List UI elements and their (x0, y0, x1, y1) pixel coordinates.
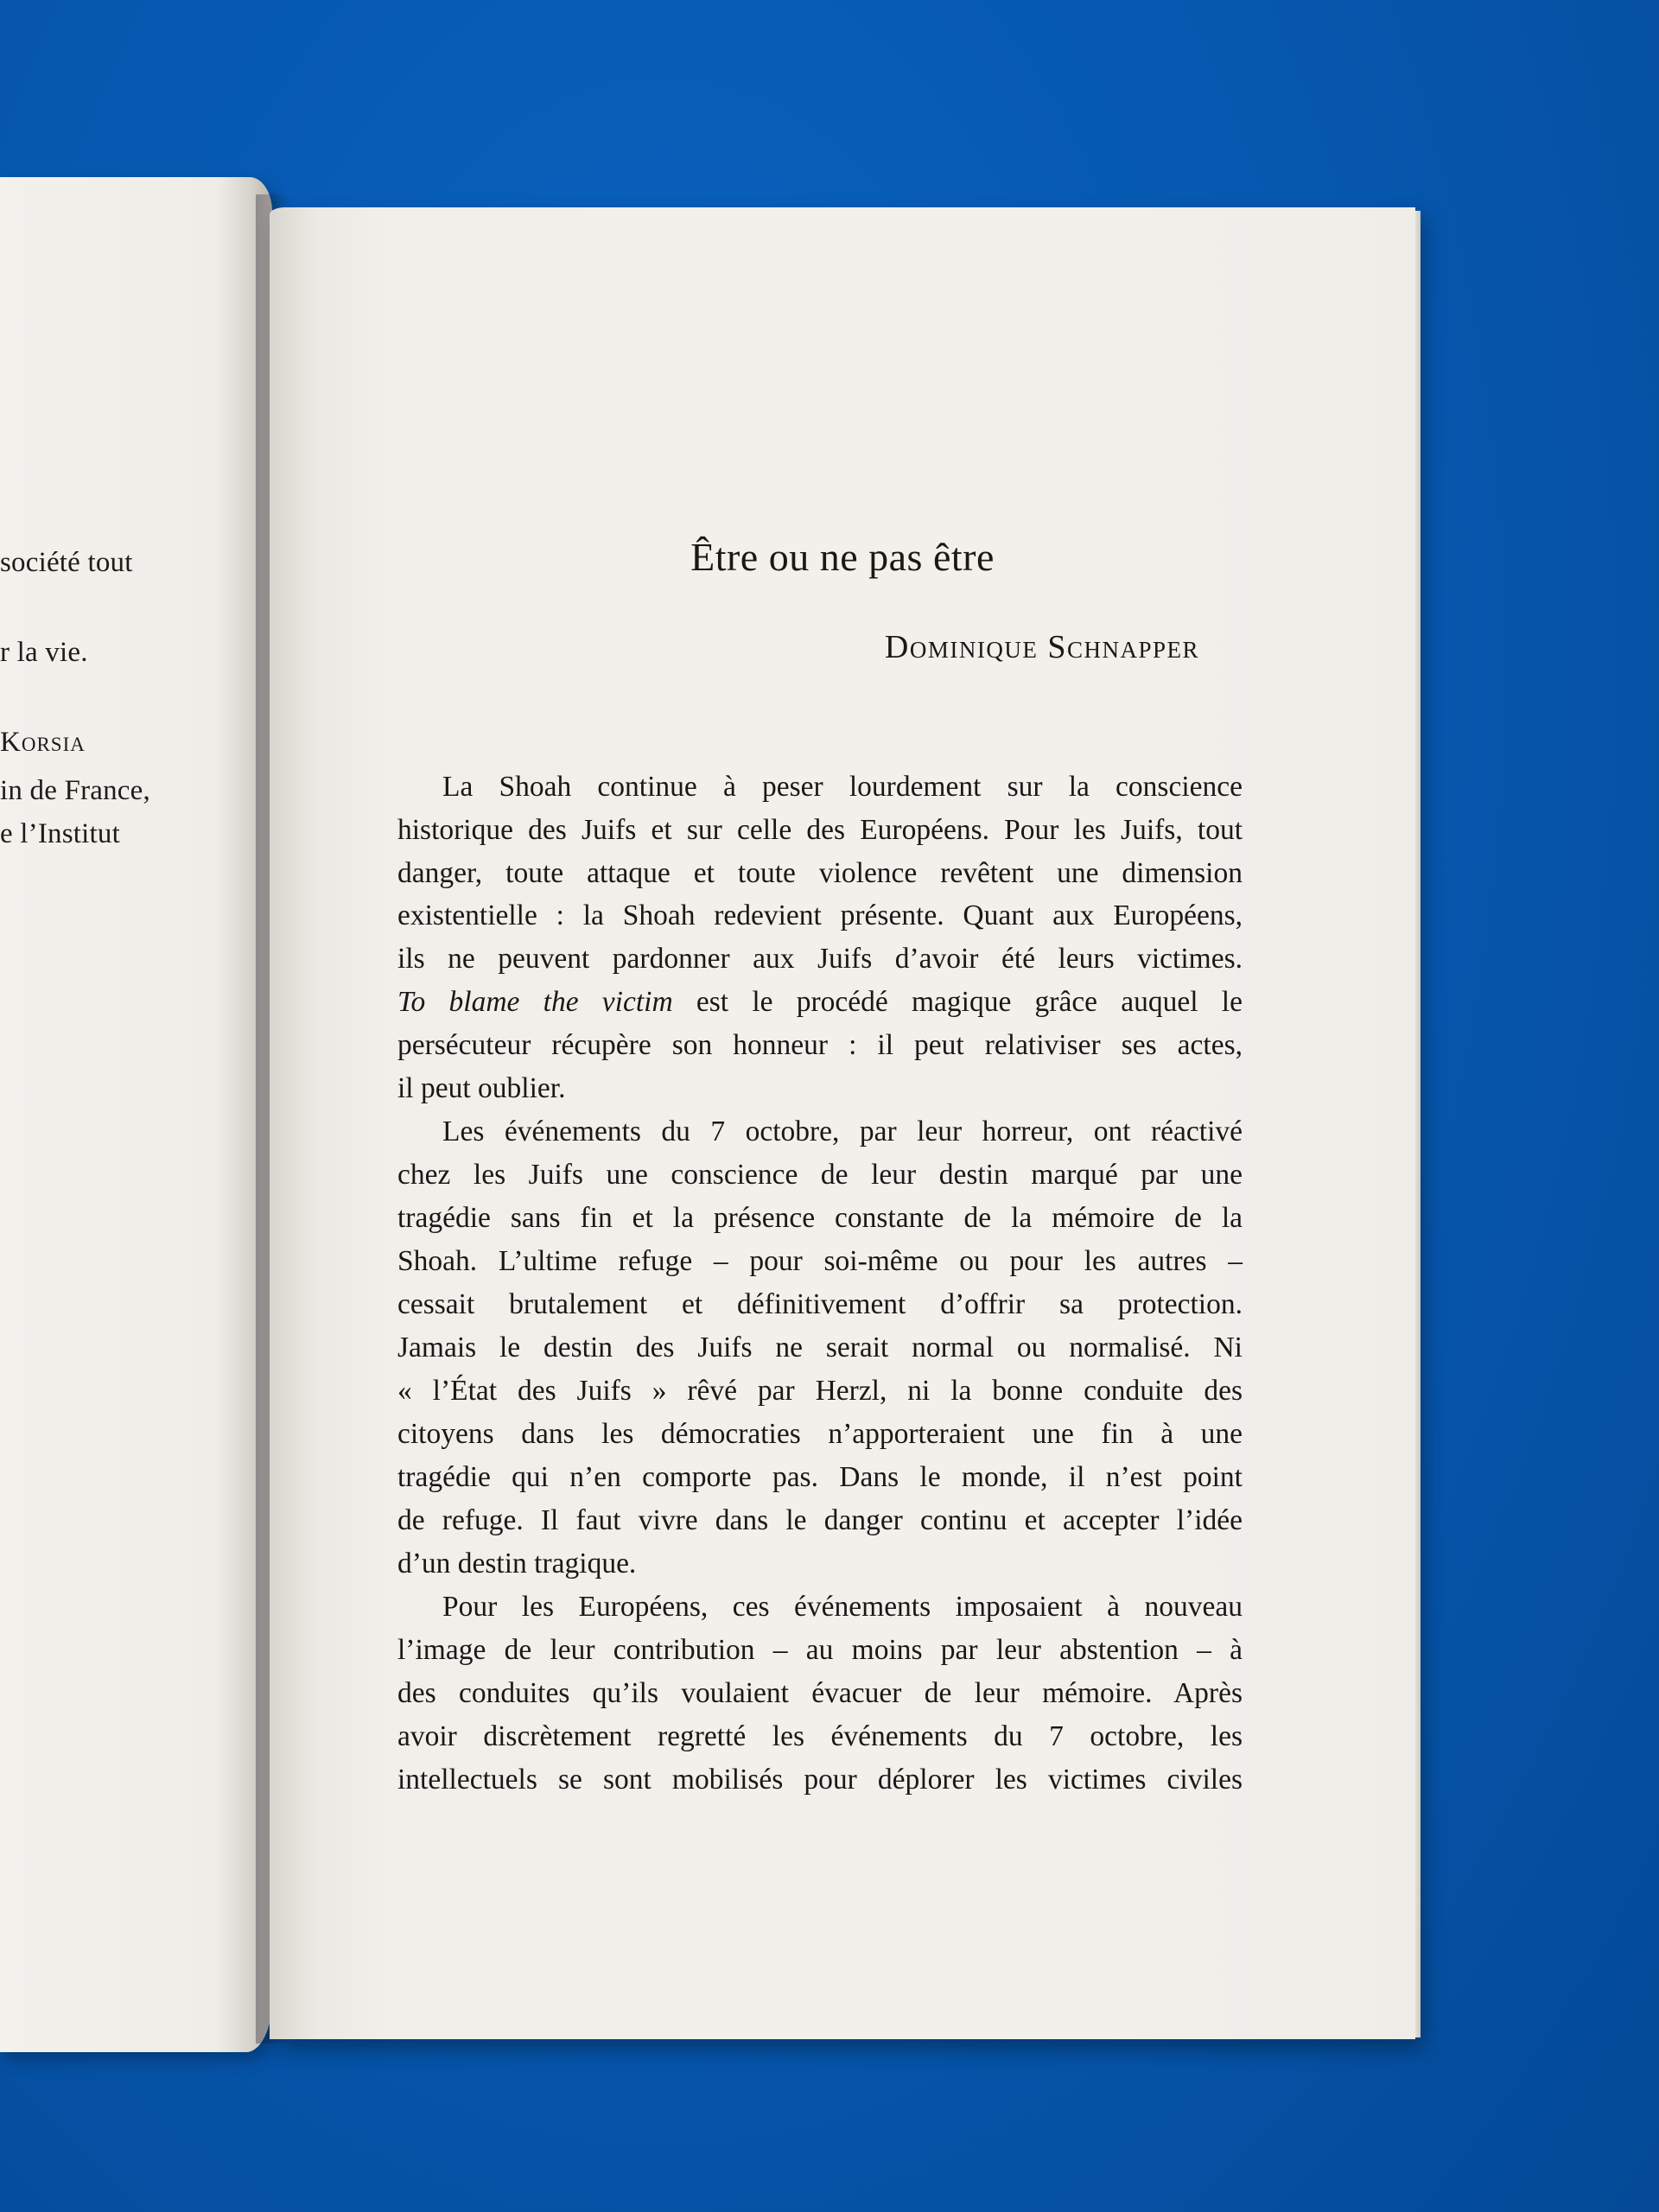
chapter-title: Être ou ne pas être (690, 535, 995, 579)
paragraph-1-line: ils ne peuvent pardonner aux Juifs d’avoir été leurs victimes. (397, 943, 1243, 975)
right-page (270, 207, 1415, 2039)
left-page-line: r la vie. (0, 637, 88, 668)
paragraph-3-line: des conduites qu’ils voulaient évacuer de leur mémoire. Après (397, 1677, 1243, 1709)
paragraph-1-line: il peut oublier. (397, 1072, 566, 1104)
paragraph-3-line: Pour les Européens, ces événements imposaient à nouveau (442, 1591, 1243, 1623)
paragraph-2-line: « l’État des Juifs » rêvé par Herzl, ni la bonne conduite des (397, 1375, 1243, 1407)
left-page-line: e l’Institut (0, 818, 120, 849)
chapter-author: Dominique Schnapper (884, 629, 1199, 665)
paragraph-3-line: avoir discrètement regretté les événements du 7 octobre, les (397, 1720, 1243, 1752)
paragraph-1-line-rest: est le procédé magique grâce auquel le (696, 986, 1243, 1018)
left-page (0, 177, 272, 2052)
left-page-line: société tout (0, 547, 133, 578)
paragraph-1-line: La Shoah continue à peser lourdement sur la conscience (442, 771, 1243, 803)
left-page-author-name: Korsia (0, 727, 86, 758)
left-page-line: in de France, (0, 775, 150, 806)
italic-phrase: To blame the victim (397, 986, 673, 1018)
paragraph-1-line: existentielle : la Shoah redevient présente. Quant aux Européens, (397, 899, 1243, 931)
paragraph-2-line: de refuge. Il faut vivre dans le danger continu et accepter l’idée (397, 1504, 1243, 1536)
paragraph-1-line: persécuteur récupère son honneur : il peut relativiser ses actes, (397, 1029, 1243, 1061)
paragraph-2-line: Les événements du 7 octobre, par leur horreur, ont réactivé (442, 1116, 1243, 1147)
paragraph-3-line: l’image de leur contribution – au moins par leur abstention – à (397, 1634, 1243, 1666)
paragraph-1-line: danger, toute attaque et toute violence revêtent une dimension (397, 857, 1243, 889)
paragraph-2-line: tragédie qui n’en comporte pas. Dans le monde, il n’est point (397, 1461, 1243, 1493)
paragraph-1-line: historique des Juifs et sur celle des Européens. Pour les Juifs, tout (397, 814, 1243, 846)
paragraph-2-line: citoyens dans les démocraties n’apporteraient une fin à une (397, 1418, 1243, 1450)
paragraph-3-line: intellectuels se sont mobilisés pour déplorer les victimes civiles (397, 1764, 1243, 1796)
paragraph-2-line: Shoah. L’ultime refuge – pour soi-même ou pour les autres – (397, 1245, 1243, 1277)
paragraph-2-line: d’un destin tragique. (397, 1548, 637, 1580)
paragraph-2-line: tragédie sans fin et la présence constante de la mémoire de la (397, 1202, 1243, 1234)
paragraph-2-line: cessait brutalement et définitivement d’offrir sa protection. (397, 1288, 1243, 1320)
paragraph-2-line: chez les Juifs une conscience de leur destin marqué par une (397, 1159, 1243, 1191)
paragraph-2-line: Jamais le destin des Juifs ne serait normal ou normalisé. Ni (397, 1332, 1243, 1363)
paragraph-1-line-with-italic (397, 988, 1243, 1019)
